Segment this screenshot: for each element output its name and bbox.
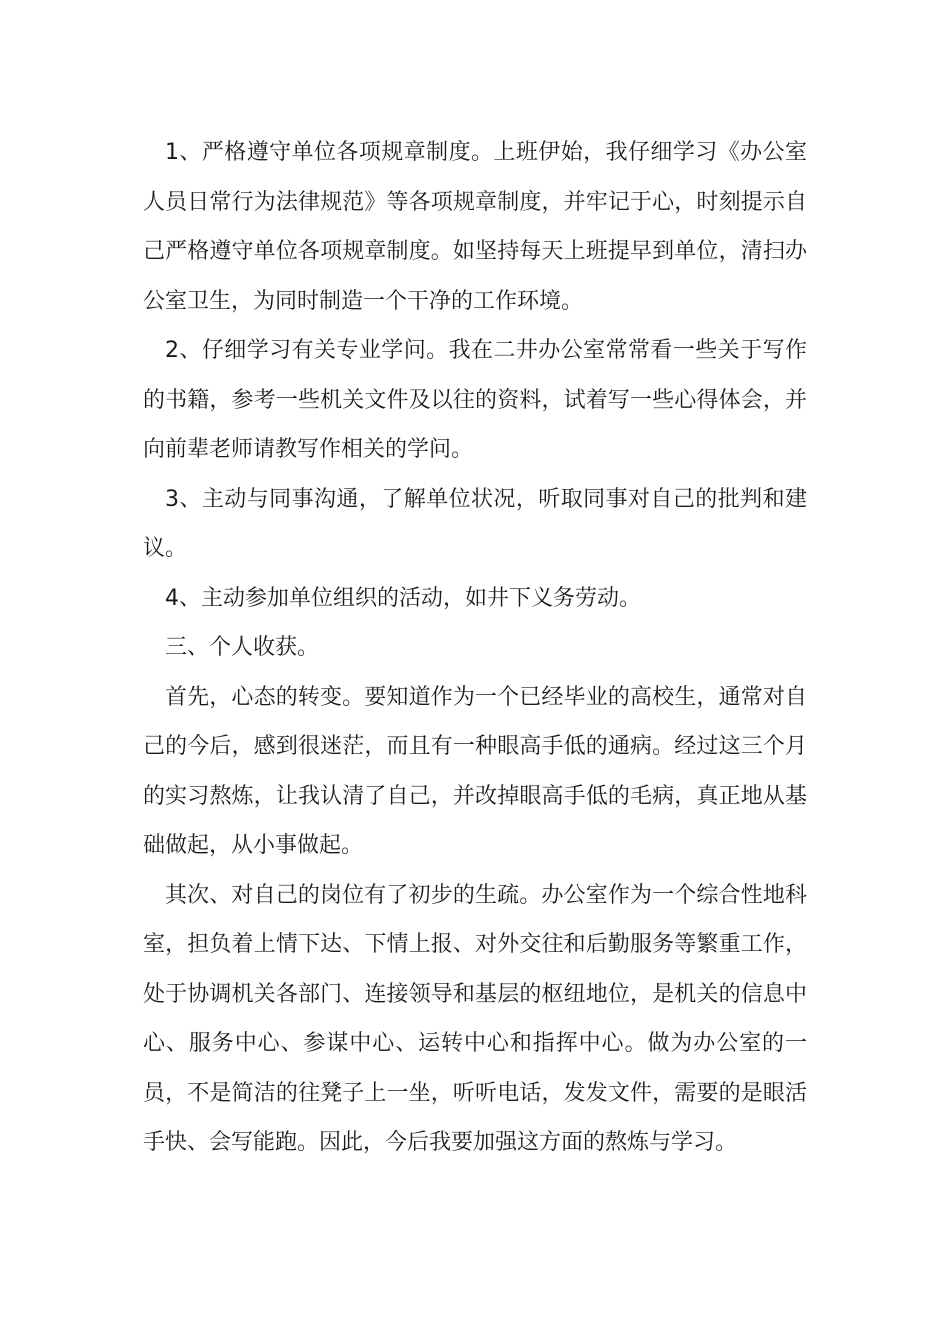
paragraph-colleague-communication: 3、主动与同事沟通，了解单位状况，听取同事对自己的批判和建议。 xyxy=(143,486,807,561)
paragraph-rule-compliance: 1、严格遵守单位各项规章制度。上班伊始，我仔细学习《办公室人员日常行为法律规范》等各项规章制度，并牢记于心，时刻提示自己严格遵守单位各项规章制度。如坚持每天上班提早到单位，清扫办公室卫生，为同时制造一个干净的工作环境。 xyxy=(143,140,807,314)
paragraph-professional-study: 2、仔细学习有关专业学问。我在二井办公室常常看一些关于写作的书籍，参考一些机关文件及以往的资料，试着写一些心得体会，并向前辈老师请教写作相关的学问。 xyxy=(143,338,807,462)
paragraph-position-understanding: 其次、对自己的岗位有了初步的生疏。办公室作为一个综合性地科室，担负着上情下达、下情上报、对外交往和后勤服务等繁重工作，处于协调机关各部门、连接领导和基层的枢纽地位，是机关的信息中心、服务中心、参谋中心、运转中心和指挥中心。做为办公室的一员，不是简洁的往凳子上一坐，听听电话，发发文件，需要的是眼活手快、会写能跑。因此，今后我要加强这方面的熬炼与学习。 xyxy=(143,882,807,1155)
section-heading-personal-gains: 三、个人收获。 xyxy=(165,635,320,660)
document-body xyxy=(143,128,807,1168)
paragraph-unit-activities: 4、主动参加单位组织的活动，如井下义务劳动。 xyxy=(165,585,641,611)
paragraph-mindset-change: 首先，心态的转变。要知道作为一个已经毕业的高校生，通常对自己的今后，感到很迷茫，而且有一种眼高手低的通病。经过这三个月的实习熬炼，让我认清了自己，并改掉眼高手低的毛病，真正地从基础做起，从小事做起。 xyxy=(143,684,807,858)
